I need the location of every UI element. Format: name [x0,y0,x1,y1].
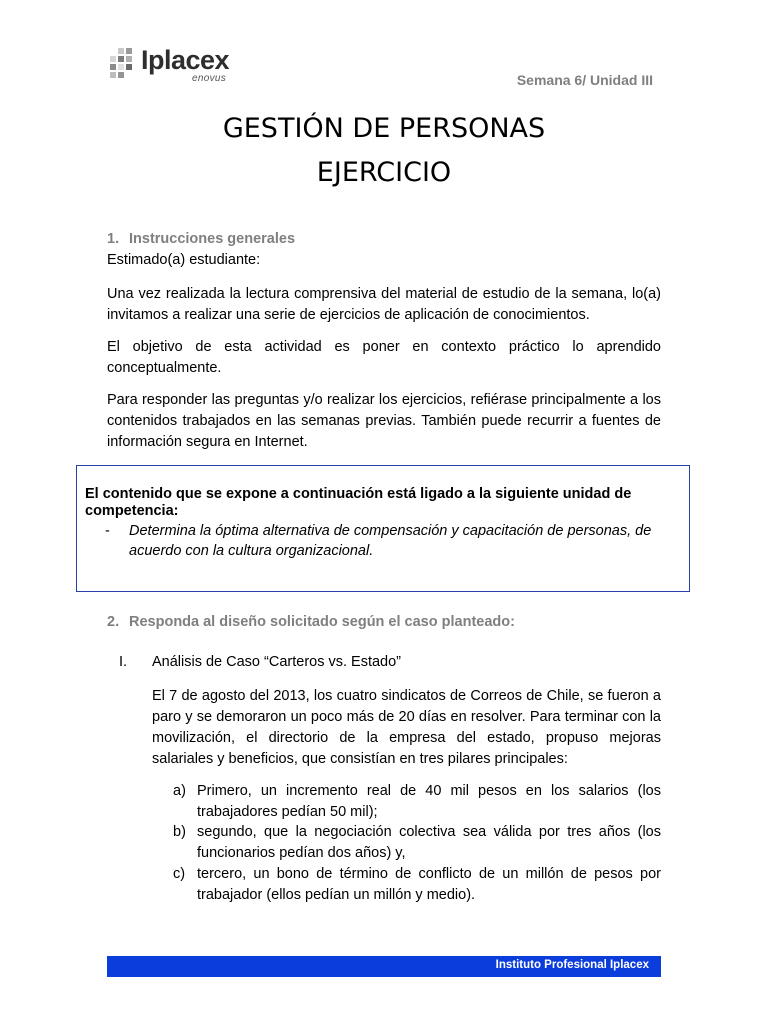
section-heading-case [107,614,515,630]
competency-box [76,465,690,592]
iplacex-logo [110,44,240,90]
competency-heading: El contenido que se expone a continuación está ligado a la siguiente unidad de competencia: [85,486,632,519]
week-unit-label: Semana 6/ Unidad III [516,72,653,88]
page-title: GESTIÓN DE PERSONAS [222,113,546,144]
section-number: 1. [107,231,120,247]
section-heading-instructions [107,231,295,247]
list-item-text: Primero, un incremento real de 40 mil pesos en los salarios (los trabajadores pedían 50 mil); [197,783,661,820]
bullet-dash: - [105,523,110,539]
page-subtitle: EJERCICIO [316,157,452,188]
greeting: Estimado(a) estudiante: [107,252,261,268]
case-paragraph: El 7 de agosto del 2013, los cuatro sindicatos de Correos de Chile, se fueron a paro y se demoraron un poco más de 20 días en resolver. Para terminar con la movilización, el directorio de la empresa del estado, propuso mejoras salariales y beneficios, que consistían en tres pilares principales: [152,688,661,767]
list-item-text: segundo, que la negociación colectiva sea válida por tres años (los funcionarios pedían dos años) y, [197,824,661,861]
logo-wordmark: Iplacex [141,45,230,75]
section-title: Responda al diseño solicitado según el caso planteado: [129,614,515,630]
case-heading [119,654,401,670]
footer-bar [107,956,661,977]
logo-subtext: enovus [192,73,227,84]
logo-squares-icon [110,48,138,78]
list-item-label: c) [173,866,186,882]
section-number: 2. [107,614,120,630]
list-item-text: tercero, un bono de término de conflicto de un millón de pesos por trabajador (ellos pedían un millón y medio). [197,866,661,903]
list-item-label: b) [173,824,186,840]
competency-text: Determina la óptima alternativa de compensación y capacitación de personas, de acuerdo con la cultura organizacional. [129,523,652,559]
footer-text: Instituto Profesional Iplacex [495,959,649,971]
section-title: Instrucciones generales [129,231,296,247]
list-item-label: a) [173,783,186,799]
paragraph: El objetivo de esta actividad es poner en contexto práctico lo aprendido conceptualmente. [107,339,661,376]
case-title: Análisis de Caso “Carteros vs. Estado” [152,654,402,670]
case-number: I. [119,654,128,670]
paragraph: Una vez realizada la lectura comprensiva del material de estudio de la semana, lo(a) invitamos a realizar una serie de ejercicios de aplicación de conocimientos. [107,286,661,323]
paragraph: Para responder las preguntas y/o realizar los ejercicios, refiérase principalmente a los contenidos trabajados en las semanas previas. También puede recurrir a fuentes de información segura en Internet. [107,392,661,450]
